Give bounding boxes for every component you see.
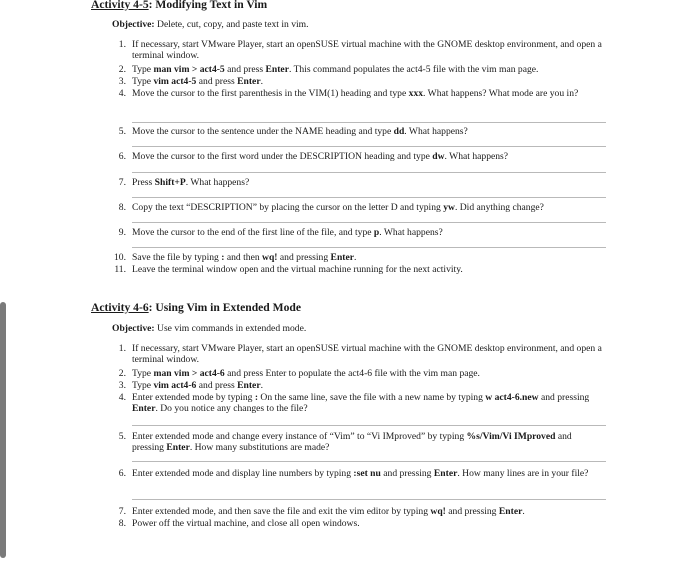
step-text-run: . What happens? What mode are you in? xyxy=(423,88,579,99)
step-command-text: %s/Vim/Vi IMproved xyxy=(466,431,556,442)
step-text xyxy=(132,152,604,163)
step-text-run: . How many substitutions are made? xyxy=(189,441,330,453)
step-command-text: wq! xyxy=(430,506,446,517)
answer-line[interactable] xyxy=(132,172,606,173)
step-number: 11. xyxy=(114,264,126,275)
step-command-text: vim act4-6 xyxy=(153,380,197,391)
step-command-text: wq! xyxy=(262,252,278,263)
step-text xyxy=(132,381,604,392)
step-text-run: Power off the virtual machine, and close all open windows. xyxy=(132,518,360,529)
step-number: 4. xyxy=(118,88,126,99)
step-text-run: Enter extended mode, and then save the file and exit the vim editor by typing xyxy=(132,506,431,517)
objective-label: Objective: xyxy=(112,323,155,334)
step-text xyxy=(132,507,604,518)
step-text xyxy=(132,432,604,453)
step-text-run: and then xyxy=(224,252,263,263)
step-text-run: . What happens? xyxy=(185,177,250,188)
step-command-text: : xyxy=(221,252,225,263)
step-text-run: Enter extended mode and display line numbers by typing xyxy=(132,468,354,479)
objective-text: Delete, cut, copy, and paste text in vim. xyxy=(154,19,309,30)
activity-4-6-link[interactable]: Activity 4-6 xyxy=(91,301,149,314)
step-text xyxy=(132,393,604,414)
step-text-run: . What happens? xyxy=(444,151,509,162)
activity-4-6-objective xyxy=(112,324,306,335)
step-text-run: Type xyxy=(132,368,154,379)
step-text-run: . xyxy=(260,76,263,87)
step-command-text: w act4-6.new xyxy=(485,392,539,403)
step-text xyxy=(132,369,604,380)
answer-line[interactable] xyxy=(132,425,606,426)
step-text xyxy=(132,203,604,214)
step-text-run: and pressing xyxy=(538,392,590,403)
step-command-text: Enter xyxy=(166,441,190,453)
step-command-text: Shift+P xyxy=(154,177,186,188)
step-command-text: :set nu xyxy=(353,468,381,479)
step-number: 5. xyxy=(118,431,126,442)
step-command-text: : xyxy=(254,392,259,403)
step-text-run: Enter extended mode by typing xyxy=(132,392,255,403)
step-number: 4. xyxy=(118,392,126,403)
activity-4-6-title xyxy=(91,303,301,314)
step-text-run: and press xyxy=(196,380,238,391)
step-text xyxy=(132,77,604,88)
step-text-run: Save the file by typing xyxy=(132,252,222,263)
step-text-run: Type xyxy=(132,76,154,87)
answer-line[interactable] xyxy=(132,499,606,500)
step-text-run: . Did anything change? xyxy=(454,202,544,213)
step-text-run: Move the cursor to the end of the first line of the file, and type xyxy=(132,227,374,238)
activity-4-5-link[interactable]: Activity 4-5 xyxy=(91,0,149,11)
answer-line[interactable] xyxy=(132,122,606,123)
step-text-run: Type xyxy=(132,64,154,75)
activity-4-6-title-rest: : Using Vim in Extended Mode xyxy=(148,301,301,314)
step-text-run: and press xyxy=(196,76,238,87)
step-number: 8. xyxy=(118,202,126,213)
step-command-text: Enter xyxy=(433,468,458,479)
step-command-text: Enter xyxy=(498,506,523,517)
step-command-text: Enter xyxy=(265,64,289,75)
answer-line[interactable] xyxy=(132,146,606,147)
step-number: 8. xyxy=(118,518,126,529)
step-number: 7. xyxy=(118,177,126,188)
step-number: 6. xyxy=(118,151,126,162)
step-text-run: Move the cursor to the first parenthesis in the VIM(1) heading and type xyxy=(132,88,409,99)
step-number: 6. xyxy=(118,468,126,479)
step-text xyxy=(132,127,604,138)
step-text-run: . This command populates the act4-5 file with the vim man page. xyxy=(288,64,539,75)
step-text xyxy=(132,89,604,100)
step-text-run: and pressing xyxy=(132,431,572,453)
step-text-run: . What happens? xyxy=(404,126,468,137)
activity-4-5-objective xyxy=(112,20,309,31)
step-text-run: Move the cursor to the sentence under the NAME heading and type xyxy=(132,126,394,137)
step-command-text: Enter xyxy=(132,402,156,414)
answer-line[interactable] xyxy=(132,247,606,248)
step-number: 9. xyxy=(118,227,126,238)
step-text-run: Move the cursor to the first word under the DESCRIPTION heading and type xyxy=(132,151,433,162)
step-number: 1. xyxy=(118,343,126,354)
step-number: 1. xyxy=(118,39,126,50)
step-command-text: man vim > act4-6 xyxy=(153,368,225,379)
activity-4-5-title xyxy=(91,0,267,11)
objective-label: Objective: xyxy=(112,19,155,30)
step-text-run: . xyxy=(260,380,263,391)
step-text-run: Enter extended mode and change every instance of “Vim” to “Vi IMproved” by typing xyxy=(132,431,467,442)
answer-line[interactable] xyxy=(132,461,606,462)
step-text xyxy=(132,265,604,276)
step-number: 5. xyxy=(118,126,126,137)
step-command-text: Enter xyxy=(237,76,261,87)
activity-4-5-title-rest: : Modifying Text in Vim xyxy=(148,0,268,11)
step-text-run: and pressing xyxy=(445,506,499,517)
step-text-run: and press xyxy=(224,64,266,75)
answer-line[interactable] xyxy=(132,197,606,198)
step-text xyxy=(132,253,604,264)
step-number: 3. xyxy=(118,380,126,391)
step-text xyxy=(132,519,604,530)
step-text-run: If necessary, start VMware Player, start an openSUSE virtual machine with the GNOME desktop environment, and open a terminal window. xyxy=(132,39,602,61)
step-number: 7. xyxy=(118,506,126,517)
step-text-run: and press Enter to populate the act4-6 file with the vim man page. xyxy=(224,368,480,379)
step-command-text: vim act4-5 xyxy=(153,76,197,87)
step-text-run: . What happens? xyxy=(379,227,443,238)
step-text xyxy=(132,65,604,76)
step-command-text: p xyxy=(373,227,380,238)
scrollbar[interactable] xyxy=(0,302,6,558)
step-text-run: . xyxy=(522,506,525,517)
step-command-text: man vim > act4-5 xyxy=(153,64,225,75)
step-command-text: Enter xyxy=(237,380,261,391)
step-text-run: Copy the text “DESCRIPTION” by placing the cursor on the letter D and typing xyxy=(132,202,444,213)
step-number: 10. xyxy=(114,252,126,263)
step-text-run: Leave the terminal window open and the virtual machine running for the next activity. xyxy=(132,264,463,275)
step-command-text: dw xyxy=(432,151,445,162)
step-text xyxy=(132,40,604,61)
step-command-text: dd xyxy=(393,126,405,137)
step-text-run: If necessary, start VMware Player, start an openSUSE virtual machine with the GNOME desktop environment, and open a terminal window. xyxy=(132,343,602,365)
step-text xyxy=(132,178,604,189)
step-text-run: Press xyxy=(132,177,155,188)
step-text-run: . How many lines are in your file? xyxy=(457,468,589,479)
step-text-run: On the same line, save the file with a new name by typing xyxy=(258,392,486,403)
step-number: 2. xyxy=(118,368,126,379)
objective-text: Use vim commands in extended mode. xyxy=(154,323,307,334)
answer-line[interactable] xyxy=(132,222,606,223)
step-command-text: xxx xyxy=(408,88,424,99)
step-text-run: . xyxy=(354,252,357,263)
step-text-run: and pressing xyxy=(277,252,331,263)
step-text xyxy=(132,469,604,480)
step-command-text: yw xyxy=(443,202,455,213)
step-text xyxy=(132,228,604,239)
step-number: 3. xyxy=(118,76,126,87)
step-text-run: Type xyxy=(132,380,154,391)
step-number: 2. xyxy=(118,64,126,75)
step-text-run: and pressing xyxy=(380,468,434,479)
step-command-text: Enter xyxy=(330,252,354,263)
step-text-run: . Do you notice any changes to the file? xyxy=(155,402,308,414)
step-text xyxy=(132,344,604,365)
